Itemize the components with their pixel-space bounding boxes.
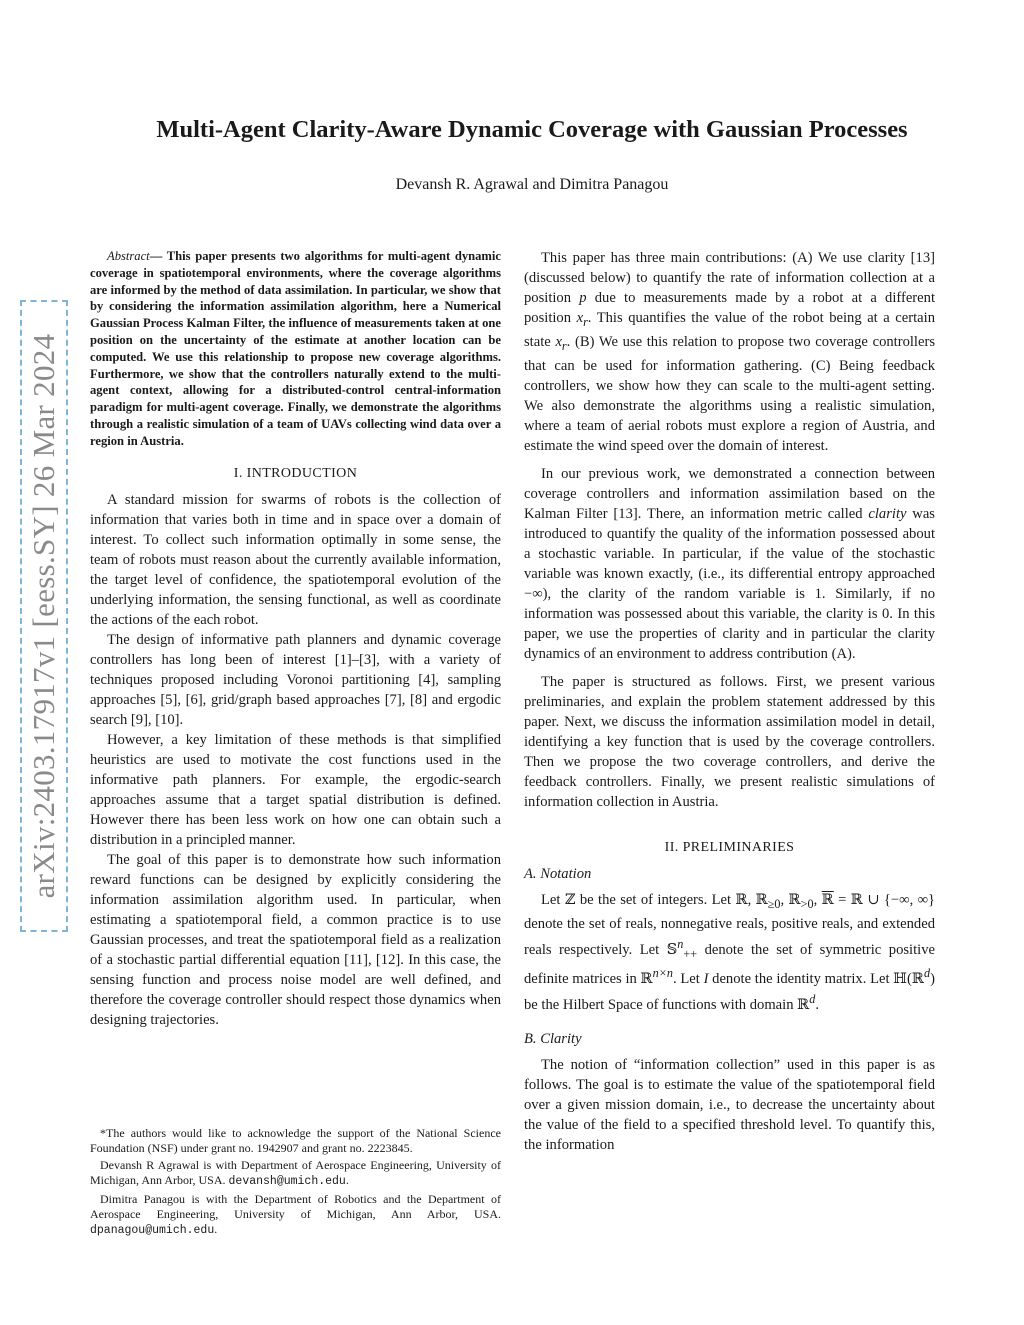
subsection-clarity: B. Clarity xyxy=(524,1031,582,1048)
abstract-label: Abstract xyxy=(107,249,150,263)
right-column xyxy=(524,248,935,1155)
footnote-author-1: Devansh R Agrawal is with Department of Aerospace Engineering, University of Michigan, Ann Arbor, USA. devansh@umich.edu. xyxy=(90,1158,501,1188)
footnote-author-2: Dimitra Panagou is with the Department of Robotics and the Department of Aerospace Engineering, University of Michigan, Ann Arbor, USA. dpanagou@umich.edu. xyxy=(90,1192,501,1237)
intro-paragraph: However, a key limitation of these methods is that simplified heuristics are used to motivate the cost functions used in the informative path planners. For example, the ergodic-search approaches assume that a target spatial distribution is defined. However there has been less work on how one can obtain such a distribution in a principled manner. xyxy=(90,731,501,848)
footnotes xyxy=(90,1126,501,1241)
email-link[interactable]: devansh@umich.edu xyxy=(228,1174,346,1188)
intro-paragraph: The design of informative path planners and dynamic coverage controllers has long been of interest [1]–[3], with a variety of techniques proposed including Voronoi partitioning [4], sampling approaches [5], [6], grid/graph based approaches [7], [8] and ergodic search [9], [10]. xyxy=(90,631,501,728)
intro-paragraph: A standard mission for swarms of robots is the collection of information that varies both in time and in space over a domain of interest. To collect such information optimally in some sense, the team of robots must reason about the currently available information, the target level of confidence, the spatiotemporal evolution of the underlying information, the sensing functional, as well as coordinate the actions of the each robot. xyxy=(90,491,501,628)
paper-authors: Devansh R. Agrawal and Dimitra Panagou xyxy=(395,176,669,193)
previous-work-paragraph: In our previous work, we demonstrated a connection between coverage controllers and information assimilation based on the Kalman Filter [13]. There, an information metric called clarity was introduced to quantify the quality of the information possessed about a stochastic variable. In particular, if the value of the stochastic variable was known exactly, (i.e., its differential entropy approached −∞), the clarity of the random variable is 1. Similarly, if no information was possessed about this variable, the clarity is 0. In this paper, we use the properties of clarity and in particular the clarity dynamics of an environment to address contribution (A). xyxy=(524,465,935,662)
section-heading-introduction: I. INTRODUCTION xyxy=(233,465,358,481)
paper-title: Multi-Agent Clarity-Aware Dynamic Coverage with Gaussian Processes xyxy=(156,116,908,143)
section-heading-preliminaries: II. PRELIMINARIES xyxy=(664,839,795,855)
abstract xyxy=(90,248,501,450)
subsection-notation: A. Notation xyxy=(524,865,592,882)
notation-paragraph: Let ℤ be the set of integers. Let ℝ, ℝ$_{\ge 0}$, ℝ$_{>0}$, ℝ = ℝ ∪ {−∞, ∞} denote the set of reals, nonnegative reals, positive reals, and extended reals respectively. Let 𝕊$^n_{++}$ denote the set of symmetric positive definite matrices in ℝ$^{n\times n}$. Let I denote the identity matrix. Let ℍ(ℝ$^d$) be the Hilbert Space of functions with domain ℝ$^d$. xyxy=(524,891,936,1014)
left-column xyxy=(90,248,501,1030)
clarity-paragraph: The notion of “information collection” used in this paper is as follows. The goal is to estimate the value of the spatiotemporal field over a given mission domain, i.e., to decrease the uncertainty about the value of the field to a specified threshold level. To quantify this, the information xyxy=(524,1057,935,1154)
email-link[interactable]: dpanagou@umich.edu xyxy=(90,1223,215,1237)
contributions-paragraph: This paper has three main contributions: (A) We use clarity [13] (discussed below) to quantify the rate of information collection at a position p due to measurements made by a robot at a different position $x_r$. This quantifies the value of the robot being at a certain state $x_r$. (B) We use this relation to propose two coverage controllers that can be used for information gathering. (C) Being feedback controllers, we show how they can scale to the multi-agent setting. We also demonstrate the algorithms using a realistic simulation, where a team of aerial robots must explore a region of Austria, and estimate the wind speed over the domain of interest. xyxy=(524,250,935,454)
abstract-text: — This paper presents two algorithms for multi-agent dynamic coverage in spatiotemporal environments, where the coverage algorithms are informed by the method of data assimilation. In particular, we show that by considering the information assimilation algorithm, here a Numerical Gaussian Process Kalman Filter, the influence of measurements taken at one position on the uncertainty of the estimate at another location can be computed. We use this relationship to propose new coverage algorithms. Furthermore, we show that the controllers naturally extend to the multi-agent context, allowing for a distributed-control central-information paradigm for multi-agent coverage. Finally, we demonstrate the algorithms through a realistic simulation of a team of UAVs collecting wind data over a region in Austria. xyxy=(90,249,501,448)
arxiv-identifier: arXiv:2403.17917v1 [eess.SY] 26 Mar 2024 xyxy=(26,333,61,899)
structure-paragraph: The paper is structured as follows. First, we present various preliminaries, and explain the problem statement addressed by this paper. Next, we discuss the information assimilation model in detail, identifying a key function that is used by the coverage controllers. Then we propose the two coverage controllers, and derive the feedback controllers. Finally, we present realistic simulations of information collection in Austria. xyxy=(524,673,935,810)
arxiv-stamp xyxy=(16,296,72,936)
intro-paragraph: The goal of this paper is to demonstrate how such information reward functions can be designed by explicitly considering the information assimilation algorithm used. In particular, when estimating a spatiotemporal field, a common practice is to use Gaussian processes, and treat the spatiotemporal field as a realization of a stochastic partial differential equation [11], [12]. In this case, the sensing function and process noise model are well defined, and therefore the coverage controller should respect those dynamics when designing trajectories. xyxy=(90,851,501,1028)
footnote-funding: *The authors would like to acknowledge the support of the National Science Foundation (NSF) under grant no. 1942907 and grant no. 2223845. xyxy=(90,1126,501,1155)
